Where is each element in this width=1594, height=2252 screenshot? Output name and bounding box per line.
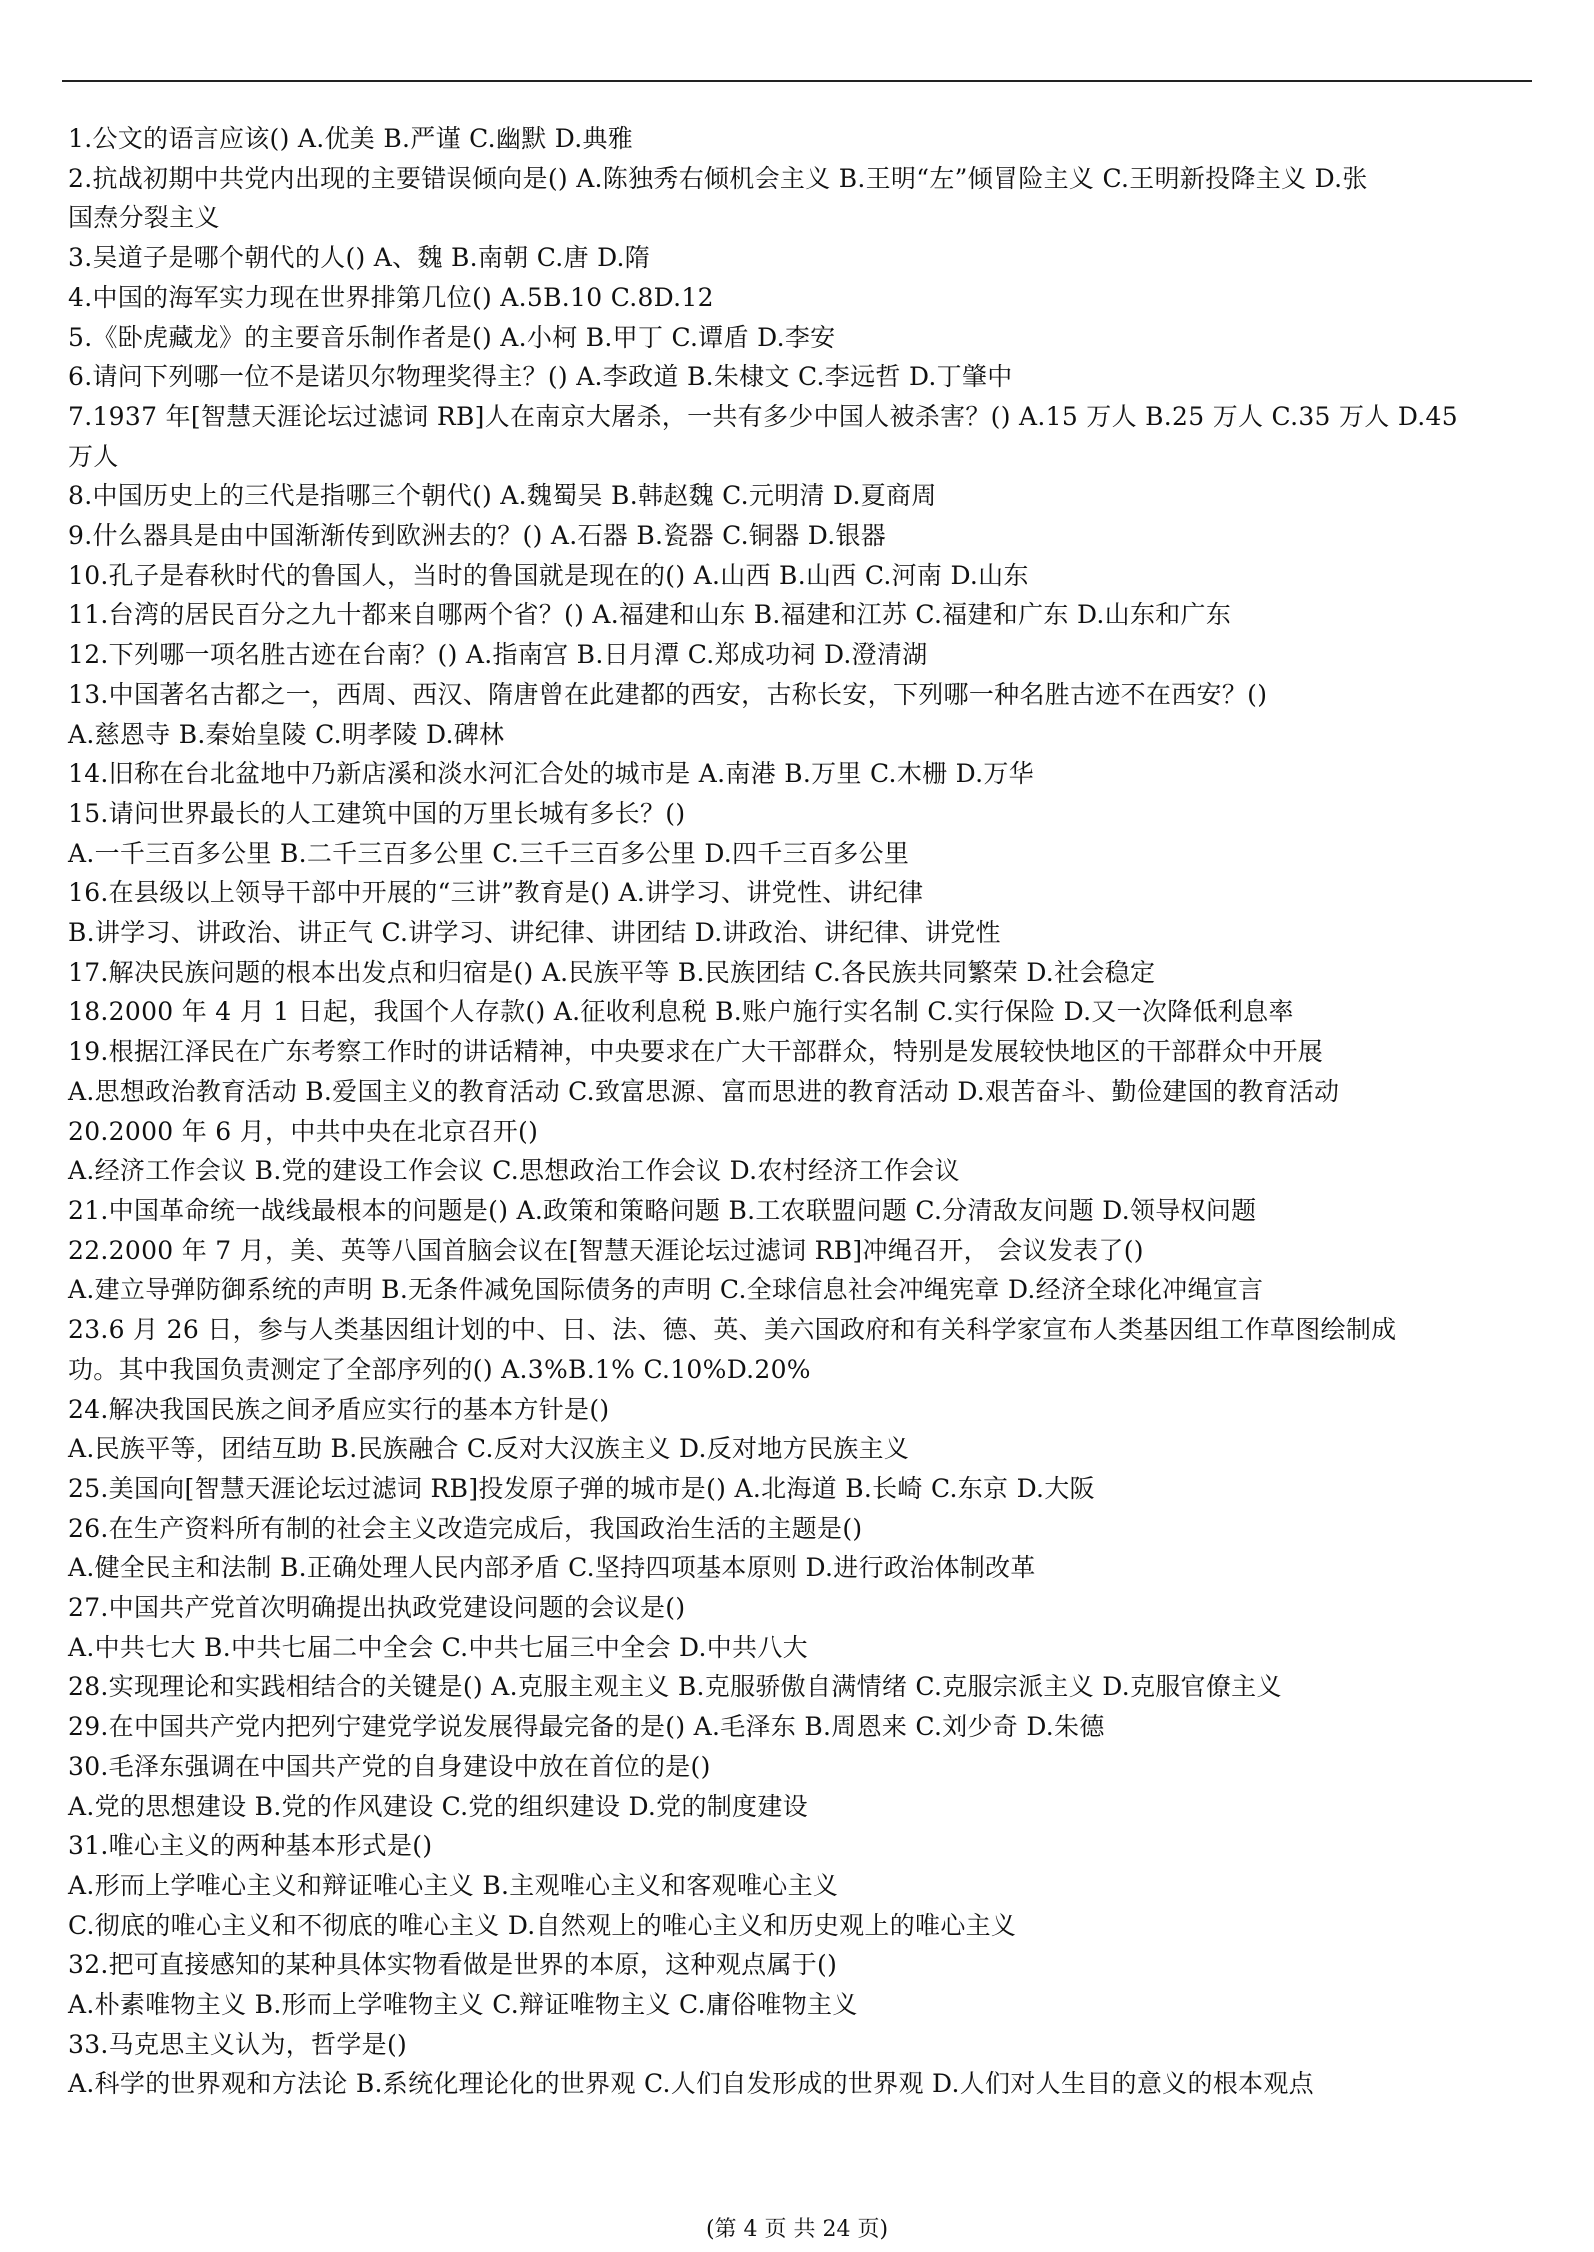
text-line: A.朴素唯物主义 B.形而上学唯物主义 C.辩证唯物主义 C.庸俗唯物主义 <box>68 1990 858 2020</box>
text-line: 国焘分裂主义 <box>68 203 220 233</box>
text-line: 31.唯心主义的两种基本形式是() <box>68 1831 433 1861</box>
text-line: 30.毛泽东强调在中国共产党的自身建设中放在首位的是() <box>68 1751 711 1781</box>
text-line: 20.2000 年 6 月，中共中央在北京召开() <box>68 1116 539 1146</box>
text-line: 21.中国革命统一战线最根本的问题是() A.政策和策略问题 B.工农联盟问题 C.分清敌友问题 D.领导权问题 <box>68 1195 1257 1225</box>
text-line: A.党的思想建设 B.党的作风建设 C.党的组织建设 D.党的制度建设 <box>68 1791 808 1821</box>
text-line: 4.中国的海军实力现在世界排第几位() A.5B.10 C.8D.12 <box>68 282 714 312</box>
text-line: 24.解决我国民族之间矛盾应实行的基本方针是() <box>68 1394 610 1424</box>
text-line: 13.中国著名古都之一，西周、西汉、隋唐曾在此建都的西安，古称长安，下列哪一种名胜古迹不在西安？() <box>68 679 1268 709</box>
text-line: 15.请问世界最长的人工建筑中国的万里长城有多长？() <box>68 798 686 828</box>
text-line: 9.什么器具是由中国渐渐传到欧洲去的？() A.石器 B.瓷器 C.铜器 D.银器 <box>68 521 887 551</box>
text-line: A.一千三百多公里 B.二千三百多公里 C.三千三百多公里 D.四千三百多公里 <box>68 838 910 868</box>
text-line: 8.中国历史上的三代是指哪三个朝代() A.魏蜀吴 B.韩赵魏 C.元明清 D.夏商周 <box>68 481 937 511</box>
text-line: 28.实现理论和实践相结合的关键是() A.克服主观主义 B.克服骄傲自满情绪 C.克服宗派主义 D.克服官僚主义 <box>68 1672 1282 1702</box>
text-line: 6.请问下列哪一位不是诺贝尔物理奖得主？() A.李政道 B.朱棣文 C.李远哲 D.丁肇中 <box>68 362 1013 392</box>
text-line: 27.中国共产党首次明确提出执政党建设问题的会议是() <box>68 1593 686 1623</box>
text-line: 18.2000 年 4 月 1 日起，我国个人存款() A.征收利息税 B.账户施行实名制 C.实行保险 D.又一次降低利息率 <box>68 997 1294 1027</box>
text-line: A.思想政治教育活动 B.爱国主义的教育活动 C.致富思源、富而思进的教育活动 D.艰苦奋斗、勤俭建国的教育活动 <box>68 1076 1340 1106</box>
page-number-footer: (第 4 页 共 24 页) <box>705 2217 889 2242</box>
text-line: 7.1937 年[智慧天涯论坛过滤词 RB]人在南京大屠杀，一共有多少中国人被杀害？() A.15 万人 B.25 万人 C.35 万人 D.45 <box>68 401 1458 431</box>
text-line: 10.孔子是春秋时代的鲁国人，当时的鲁国就是现在的() A.山西 B.山西 C.河南 D.山东 <box>68 560 1029 590</box>
text-line: 1.公文的语言应该() A.优美 B.严谨 C.幽默 D.典雅 <box>68 124 634 153</box>
text-line: 3.吴道子是哪个朝代的人() A、魏 B.南朝 C.唐 D.隋 <box>68 243 651 273</box>
text-line: C.彻底的唯心主义和不彻底的唯心主义 D.自然观上的唯心主义和历史观上的唯心主义 <box>68 1910 1017 1940</box>
text-line: 功。其中我国负责测定了全部序列的() A.3%B.1% C.10%D.20% <box>68 1354 811 1384</box>
text-line: 22.2000 年 7 月，美、英等八国首脑会议在[智慧天涯论坛过滤词 RB]冲绳召开， 会议发表了() <box>68 1235 1144 1265</box>
text-line: 17.解决民族问题的根本出发点和归宿是() A.民族平等 B.民族团结 C.各民族共同繁荣 D.社会稳定 <box>68 957 1156 987</box>
text-line: 11.台湾的居民百分之九十都来自哪两个省？() A.福建和山东 B.福建和江苏 C.福建和广东 D.山东和广东 <box>68 600 1232 630</box>
text-line: B.讲学习、讲政治、讲正气 C.讲学习、讲纪律、讲团结 D.讲政治、讲纪律、讲党性 <box>68 918 1001 948</box>
text-line: 14.旧称在台北盆地中乃新店溪和淡水河汇合处的城市是 A.南港 B.万里 C.木栅 D.万华 <box>68 759 1034 789</box>
text-line: 12.下列哪一项名胜古迹在台南？() A.指南宫 B.日月潭 C.郑成功祠 D.澄清湖 <box>68 640 928 670</box>
text-line: A.建立导弹防御系统的声明 B.无条件减免国际债务的声明 C.全球信息社会冲绳宪章 D.经济全球化冲绳宣言 <box>68 1275 1264 1305</box>
text-line: 26.在生产资料所有制的社会主义改造完成后，我国政治生活的主题是() <box>68 1513 863 1543</box>
text-line: 19.根据江泽民在广东考察工作时的讲话精神，中央要求在广大干部群众，特别是发展较快地区的干部群众中开展 <box>68 1037 1324 1067</box>
text-line: A.健全民主和法制 B.正确处理人民内部矛盾 C.坚持四项基本原则 D.进行政治体制改革 <box>68 1553 1036 1583</box>
text-line: 2.抗战初期中共党内出现的主要错误倾向是() A.陈独秀右倾机会主义 B.王明“左”倾冒险主义 C.王明新投降主义 D.张 <box>68 163 1368 193</box>
text-line: 33.马克思主义认为，哲学是() <box>68 2029 408 2059</box>
top-rule <box>62 80 1532 82</box>
text-line: 25.美国向[智慧天涯论坛过滤词 RB]投发原子弹的城市是() A.北海道 B.长崎 C.东京 D.大阪 <box>68 1473 1095 1503</box>
text-line: 5.《卧虎藏龙》的主要音乐制作者是() A.小柯 B.甲丁 C.谭盾 D.李安 <box>68 322 836 352</box>
question-list <box>68 119 1536 2104</box>
text-line: 23.6 月 26 日，参与人类基因组计划的中、日、法、德、英、美六国政府和有关科学家宣布人类基因组工作草图绘制成 <box>68 1315 1397 1345</box>
text-line: 29.在中国共产党内把列宁建党学说发展得最完备的是() A.毛泽东 B.周恩来 C.刘少奇 D.朱德 <box>68 1712 1105 1742</box>
text-line: A.中共七大 B.中共七届二中全会 C.中共七届三中全会 D.中共八大 <box>68 1632 808 1662</box>
text-line: 32.把可直接感知的某种具体实物看做是世界的本原，这种观点属于() <box>68 1950 838 1980</box>
text-line: 16.在县级以上领导干部中开展的“三讲”教育是() A.讲学习、讲党性、讲纪律 <box>68 878 924 908</box>
text-line: A.慈恩寺 B.秦始皇陵 C.明孝陵 D.碑林 <box>68 719 505 749</box>
text-line: A.经济工作会议 B.党的建设工作会议 C.思想政治工作会议 D.农村经济工作会议 <box>68 1156 960 1186</box>
text-line: A.科学的世界观和方法论 B.系统化理论化的世界观 C.人们自发形成的世界观 D.人们对人生目的意义的根本观点 <box>68 2069 1314 2099</box>
text-line: A.民族平等，团结互助 B.民族融合 C.反对大汉族主义 D.反对地方民族主义 <box>68 1434 910 1464</box>
text-line: 万人 <box>68 441 119 471</box>
text-line: A.形而上学唯心主义和辩证唯心主义 B.主观唯心主义和客观唯心主义 <box>68 1870 839 1900</box>
